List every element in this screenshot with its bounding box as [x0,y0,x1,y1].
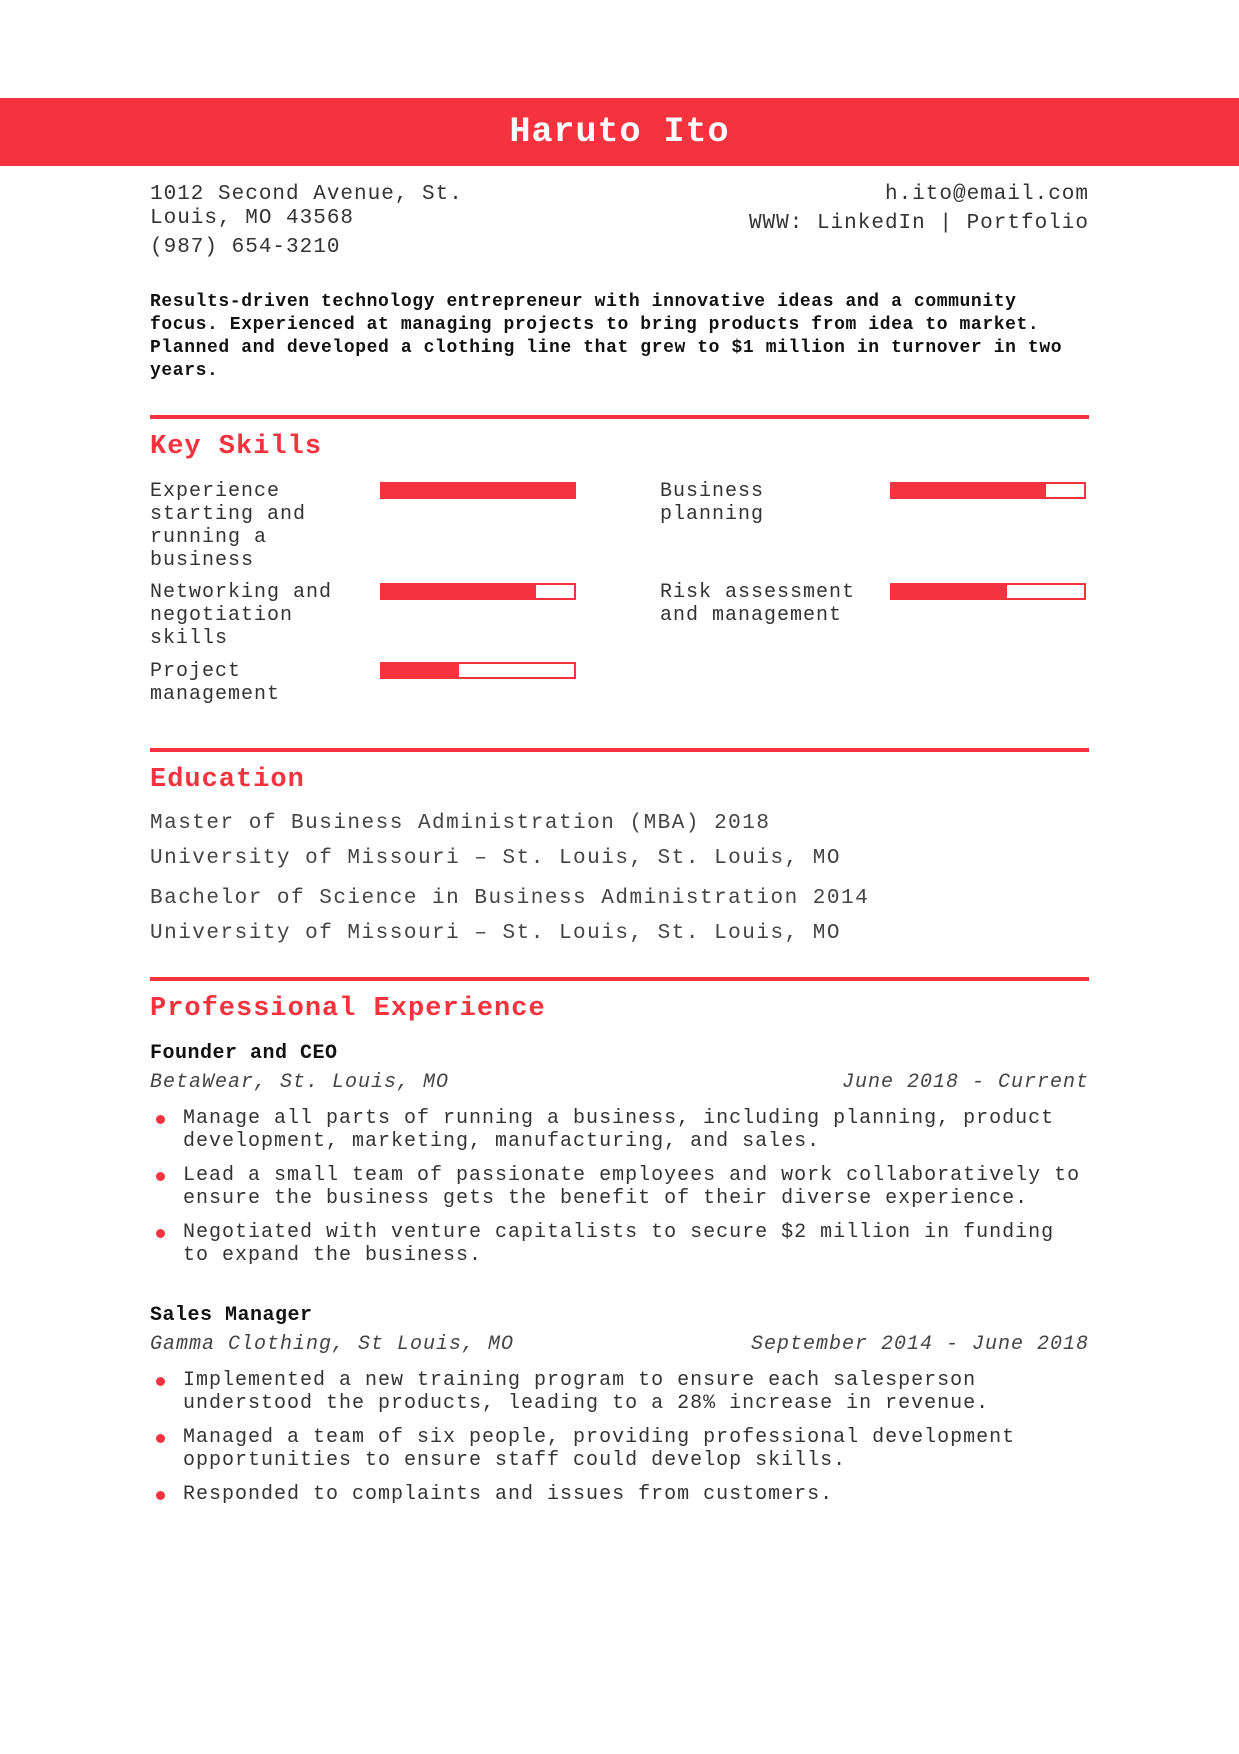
skill-bar [890,583,1086,600]
header-bar [0,98,1239,166]
skill-label: Experience starting and running a business [150,480,307,572]
address: 1012 Second Avenue, St. Louis, MO 43568 [150,183,463,230]
bullet-item [150,1107,1089,1153]
bullet-text: Lead a small team of passionate employees and work collaboratively to ensure the business gets the benefit of their diverse experience. [183,1164,1081,1210]
bullet-dot [156,1377,165,1386]
skill-item [150,480,580,570]
skill-label: Business planning [660,480,765,526]
skill-bar-fill [892,585,1007,598]
skill-item [660,480,1090,570]
job-dates: June 2018 - Current [841,1071,1089,1094]
skill-bar-fill [382,585,536,598]
section-divider [150,977,1089,981]
bullet-text: Implemented a new training program to ensure each salesperson understood the products, leading to a 28% increase in revenue. [183,1369,990,1415]
bullet-text: Manage all parts of running a business, including planning, product development, marketing, manufacturing, and sales. [183,1107,1055,1153]
bullet-item [150,1221,1089,1267]
skill-bar-fill [892,484,1046,497]
web-links[interactable]: WWW: LinkedIn | Portfolio [748,212,1089,235]
bullet-text: Responded to complaints and issues from customers. [183,1483,834,1506]
job-bullets [150,1107,1089,1278]
skill-bar-fill [382,664,459,677]
skill-bar [380,662,576,679]
job-title: Founder and CEO [150,1042,338,1065]
bullet-dot [156,1115,165,1124]
job-company: BetaWear, St. Louis, MO [150,1071,450,1094]
candidate-name: Haruto Ito [509,112,730,152]
bullet-dot [156,1491,165,1500]
job-title: Sales Manager [150,1304,313,1327]
skill-item [150,660,580,750]
skill-bar [380,583,576,600]
job-company: Gamma Clothing, St Louis, MO [150,1333,515,1356]
bullet-dot [156,1229,165,1238]
skill-item [150,581,580,671]
education-degree: Bachelor of Science in Business Administration 2014 [150,887,870,910]
bullet-dot [156,1434,165,1443]
job-bullets [150,1369,1089,1517]
email-link[interactable]: h.ito@email.com [884,183,1089,206]
skill-label: Networking and negotiation skills [150,581,333,650]
education-degree: Master of Business Administration (MBA) 2018 [150,812,771,835]
skill-bar-fill [382,484,574,497]
bullet-item [150,1164,1089,1210]
education-school: University of Missouri – St. Louis, St. Louis, MO [150,922,842,945]
skill-label: Risk assessment and management [660,581,856,627]
section-title-skills: Key Skills [150,432,323,462]
section-title-education: Education [150,765,305,795]
bullet-dot [156,1172,165,1181]
contact-left [150,183,480,260]
bullet-item [150,1426,1089,1472]
section-divider [150,415,1089,419]
bullet-item [150,1369,1089,1415]
bullet-text: Negotiated with venture capitalists to secure $2 million in funding to expand the business. [183,1221,1055,1267]
skill-bar [380,482,576,499]
bullet-text: Managed a team of six people, providing professional development opportunities to ensure staff could develop skills. [183,1426,1016,1472]
section-divider [150,748,1089,752]
skill-item [660,581,1090,671]
summary: Results-driven technology entrepreneur with innovative ideas and a community focus. Experienced at managing projects to bring products from idea to market. Planned and developed a clothing line that grew to $1 million in turnover in two years. [150,292,1063,381]
contact-right [749,183,1089,236]
skill-bar [890,482,1086,499]
education-school: University of Missouri – St. Louis, St. Louis, MO [150,847,842,870]
bullet-item [150,1483,1089,1506]
phone: (987) 654-3210 [150,236,341,259]
skill-label: Project management [150,660,281,706]
section-title-experience: Professional Experience [150,994,546,1024]
job-dates: September 2014 - June 2018 [750,1333,1089,1356]
